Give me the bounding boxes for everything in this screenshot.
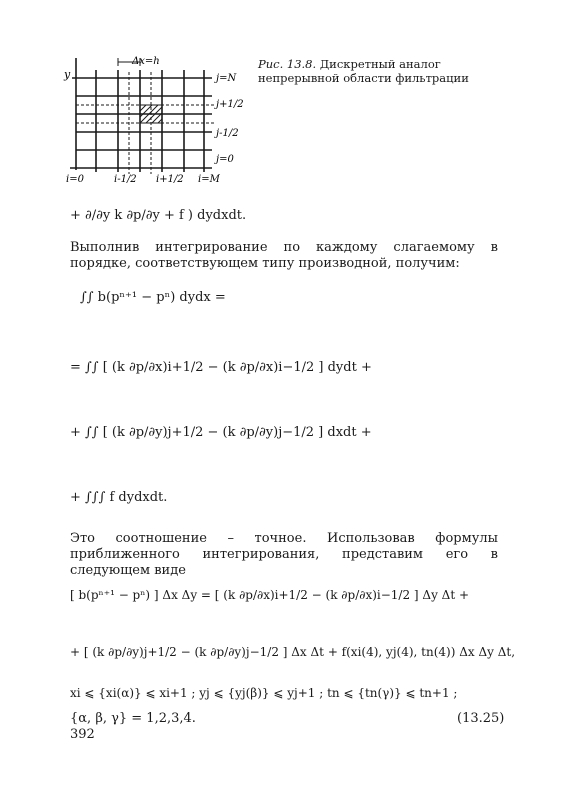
row-label-top: j=N <box>216 73 237 84</box>
paragraph-2: Это соотношение – точное. Использовав формулы приближенного интегрирования, представим его в следующем виде <box>70 531 498 578</box>
row-label-bottom: j=0 <box>216 154 234 165</box>
equation-line-3: + ∫∫ [ (k ∂p/∂y)j+1/2 − (k ∂p/∂y)j−1/2 ] dxdt + <box>70 425 372 440</box>
equation-approx-1: [ b(pⁿ⁺¹ − pⁿ) ] Δx Δy = [ (k ∂p/∂x)i+1/2 − (k ∂p/∂x)i−1/2 ] Δy Δt + <box>70 588 470 602</box>
figure-caption <box>258 57 504 85</box>
caption-text: Дискретный аналог непрерывной области фильтрации <box>258 57 469 85</box>
col-label-1: i-1/2 <box>114 174 137 184</box>
caption-label: Рис. 13.8. <box>258 57 317 71</box>
equation-tail: + ∂/∂y k ∂p/∂y + f ) dydxdt. <box>70 208 247 223</box>
grid-figure <box>62 52 252 184</box>
y-axis-label: y <box>64 68 71 81</box>
page-number: 392 <box>70 727 95 742</box>
row-label-j-minus-half: j-1/2 <box>216 128 239 139</box>
equation-line-4: + ∫∫∫ f dydxdt. <box>70 490 168 505</box>
equation-approx-2: + [ (k ∂p/∂y)j+1/2 − (k ∂p/∂y)j−1/2 ] Δx Δt + f(xi(4), yj(4), tn(4)) Δx Δy Δt, <box>70 645 516 659</box>
equation-lhs: ∫∫ b(pⁿ⁺¹ − pⁿ) dydx = <box>80 290 226 305</box>
equation-bounds: xi ⩽ {xi(α)} ⩽ xi+1 ; yj ⩽ {yj(β)} ⩽ yj+1 ; tn ⩽ {tn(γ)} ⩽ tn+1 ; <box>70 686 458 700</box>
col-label-2: i+1/2 <box>156 174 184 184</box>
dx-label: Δx=h <box>132 56 160 67</box>
row-label-j-plus-half: j+1/2 <box>216 99 244 110</box>
equation-set: {α, β, γ} = 1,2,3,4. <box>70 711 196 726</box>
equation-line-2: = ∫∫ [ (k ∂p/∂x)i+1/2 − (k ∂p/∂x)i−1/2 ] dydt + <box>70 360 372 375</box>
col-label-0: i=0 <box>66 174 84 184</box>
col-label-3: i=M <box>198 174 220 184</box>
paragraph-1: Выполнив интегрирование по каждому слагаемому в порядке, соответствующем типу производной, получим: <box>70 240 498 271</box>
equation-number: (13.25) <box>457 711 505 726</box>
